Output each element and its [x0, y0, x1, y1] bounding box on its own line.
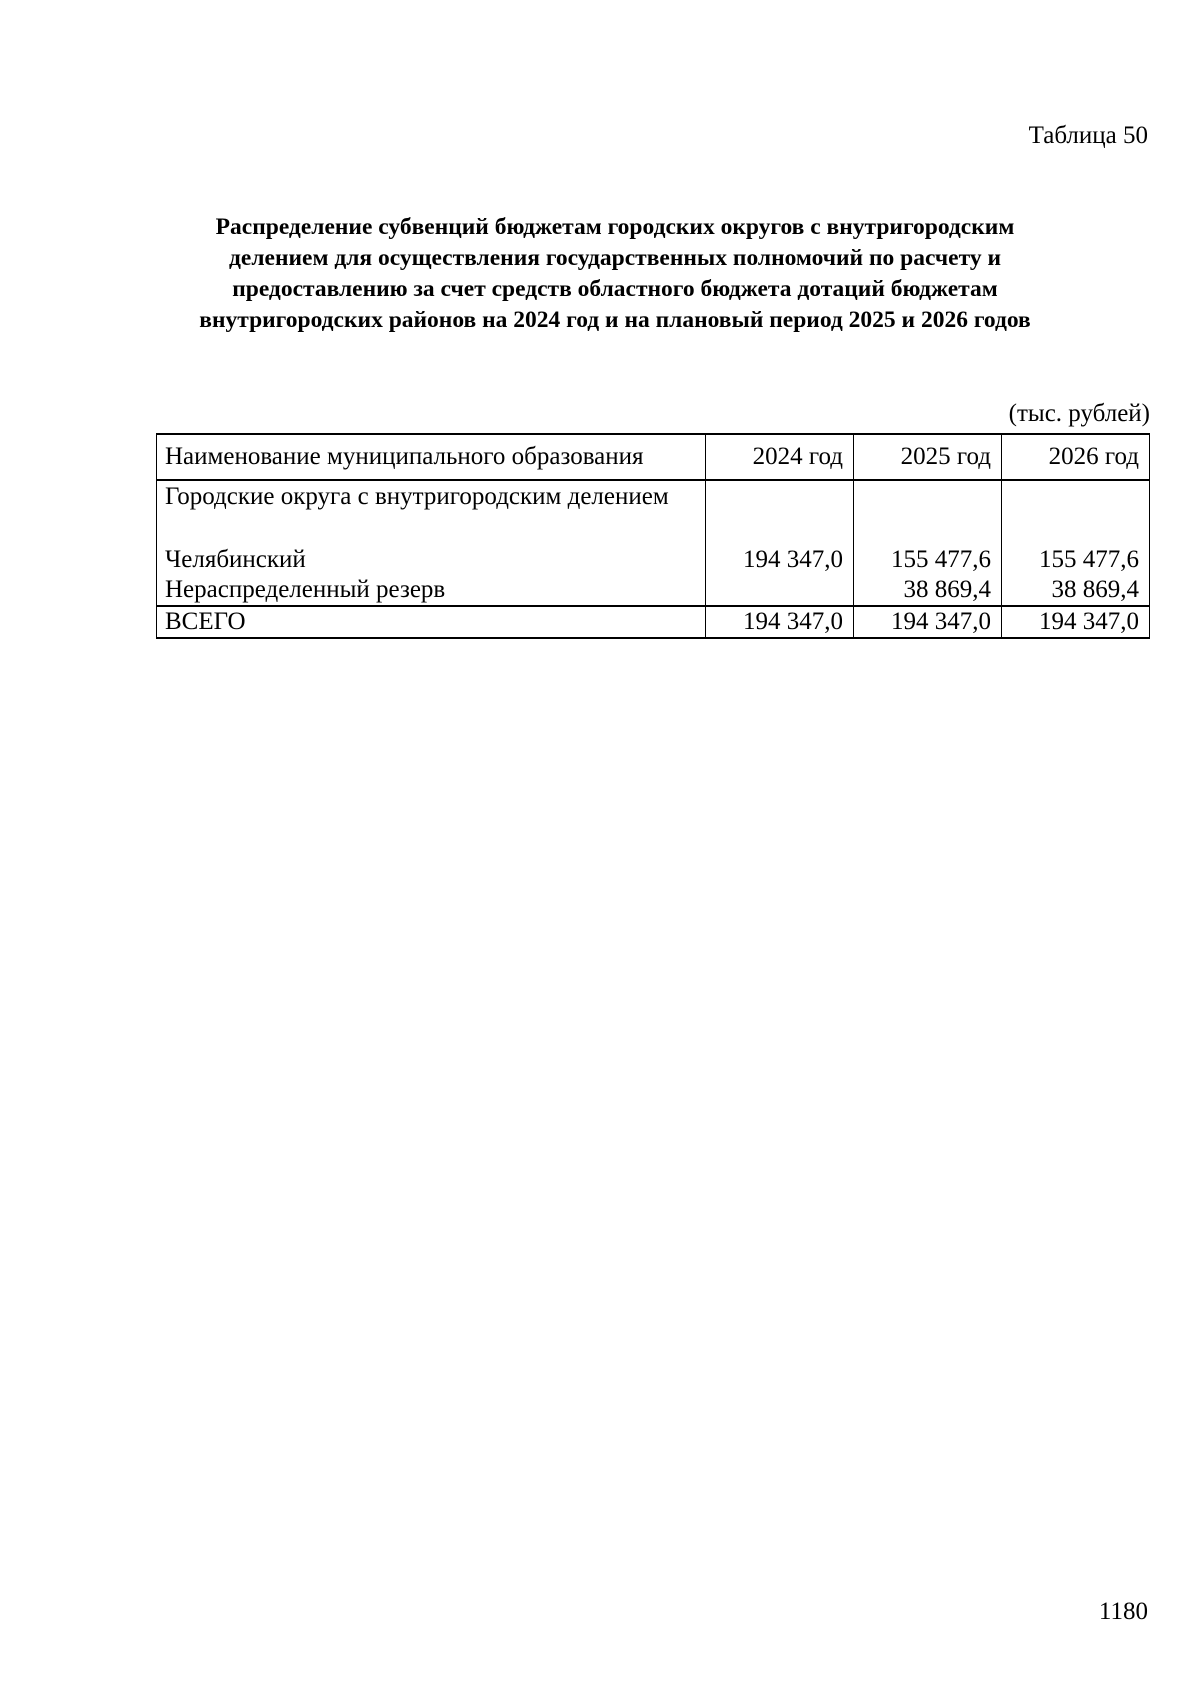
total-2026: 194 347,0: [1002, 606, 1150, 638]
value-2026: 155 477,6: [1002, 545, 1150, 575]
value-2025: 155 477,6: [854, 545, 1002, 575]
table-group-row: [157, 480, 1150, 545]
total-2025: 194 347,0: [854, 606, 1002, 638]
value-2024: 194 347,0: [706, 545, 854, 575]
table-number: Таблица 50: [1028, 122, 1148, 149]
row-name: Челябинский: [157, 545, 706, 575]
budget-table: [156, 433, 1150, 639]
title-line: внутригородских районов на 2024 год и на плановый период 2025 и 2026 годов: [199, 307, 1031, 333]
page-number: 1180: [1098, 1598, 1148, 1625]
header-name: Наименование муниципального образования: [157, 434, 706, 480]
empty-cell: [706, 480, 854, 545]
value-2026: 38 869,4: [1002, 575, 1150, 606]
empty-cell: [854, 480, 1002, 545]
header-2026: 2026 год: [1002, 434, 1150, 480]
table-row: [157, 545, 1150, 575]
value-2025: 38 869,4: [854, 575, 1002, 606]
document-title: [150, 212, 1080, 336]
header-2024: 2024 год: [706, 434, 854, 480]
table-header-row: [157, 434, 1150, 480]
table-row: [157, 575, 1150, 606]
group-label: Городские округа с внутригородским делением: [157, 480, 706, 545]
units-label: (тыс. рублей): [1008, 400, 1150, 427]
title-line: Распределение субвенций бюджетам городских округов с внутригородским: [215, 214, 1015, 240]
empty-cell: [1002, 480, 1150, 545]
header-2025: 2025 год: [854, 434, 1002, 480]
total-label: ВСЕГО: [157, 606, 706, 638]
title-line: делением для осуществления государственных полномочий по расчету и: [229, 245, 1001, 271]
row-name: Нераспределенный резерв: [157, 575, 706, 606]
table-total-row: [157, 606, 1150, 638]
title-line: предоставлению за счет средств областного бюджета дотаций бюджетам: [232, 276, 998, 302]
total-2024: 194 347,0: [706, 606, 854, 638]
value-2024: [706, 575, 854, 606]
